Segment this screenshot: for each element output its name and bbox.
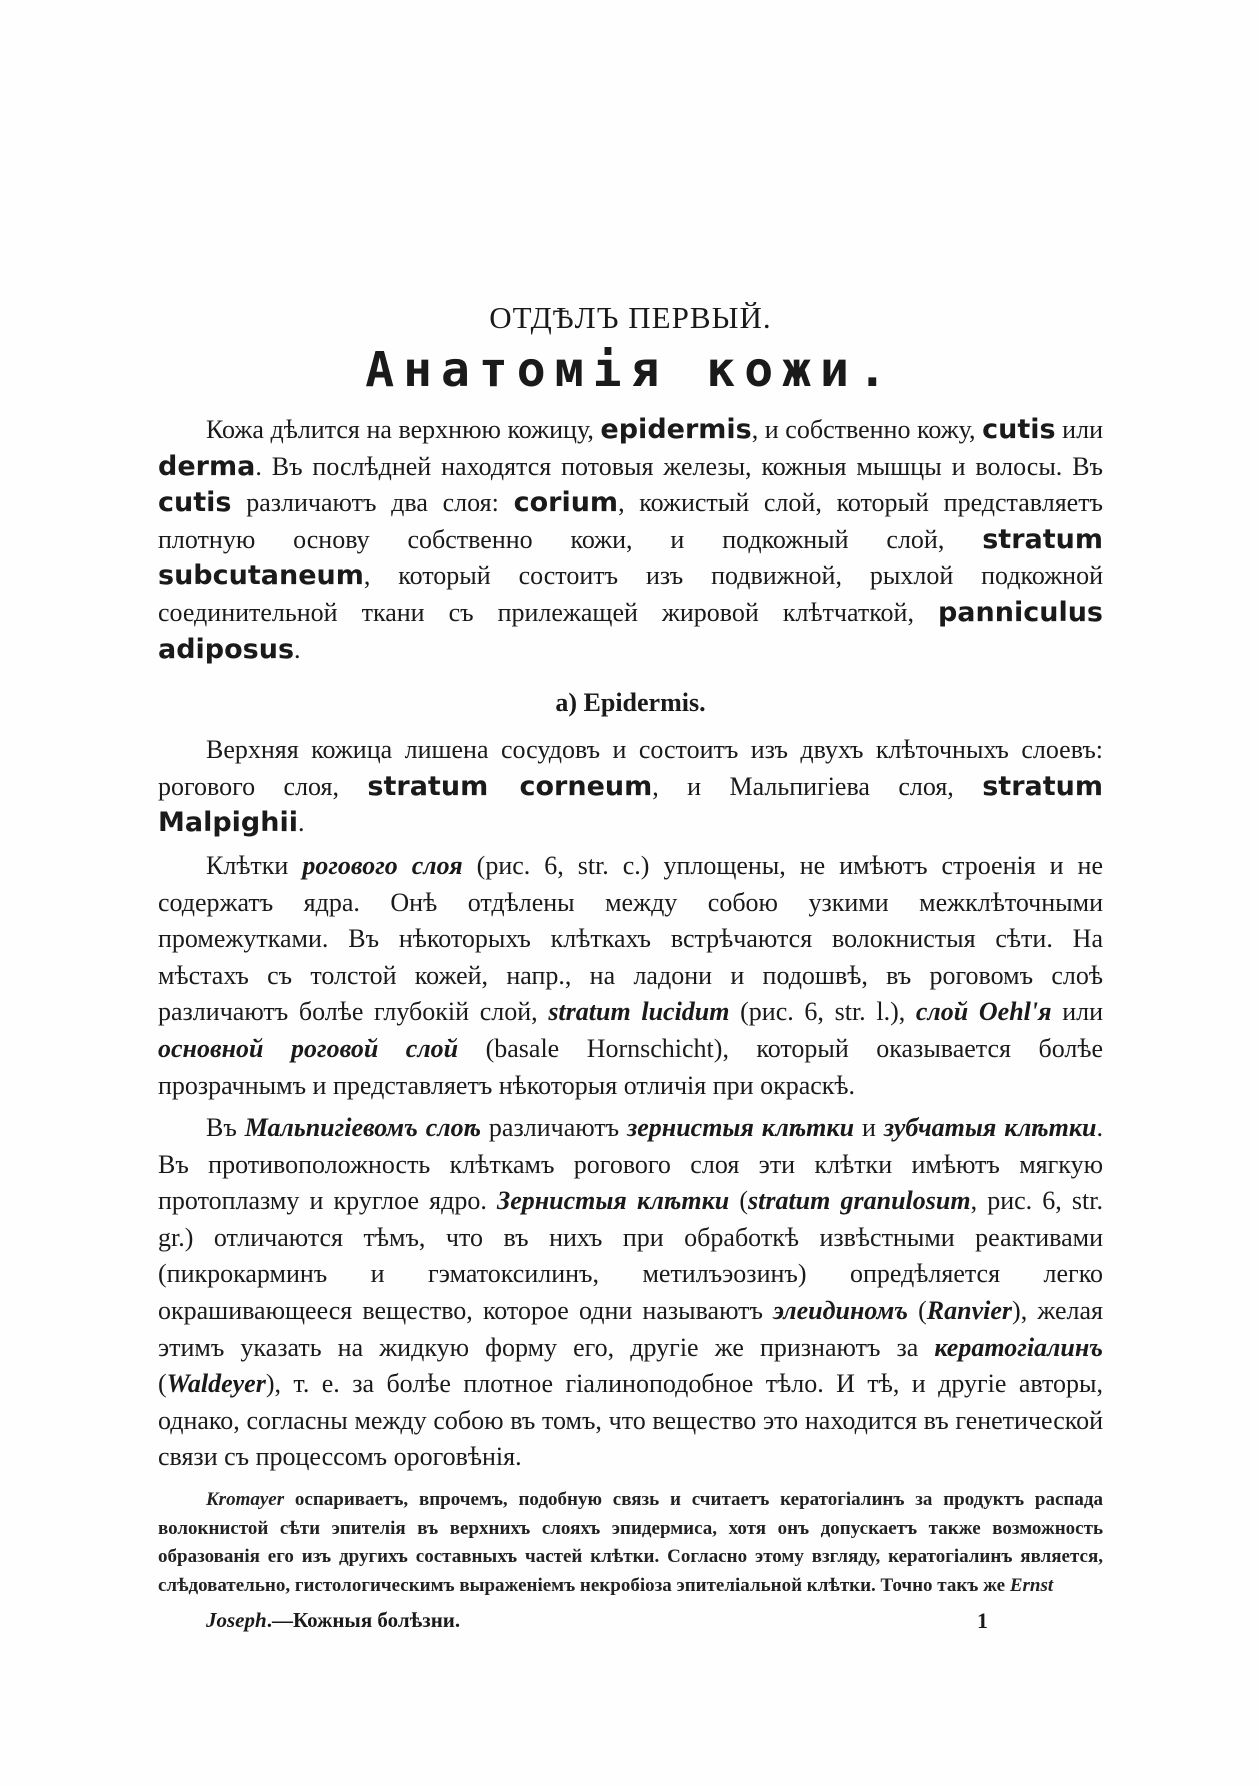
text: . Въ послѣдней находятся потовыя железы, кожныя мышцы и волосы. Въ (255, 451, 1103, 481)
italic-term: Зернистыя клѣтки (496, 1186, 730, 1216)
text: различаютъ два слоя: (231, 488, 514, 518)
text: ), желая этимъ указать на жидкую форму его, другіе же признаютъ за (158, 1296, 1103, 1362)
text: ), т. е. за болѣе плотное гіалиноподобное тѣло. И тѣ, и другіе авторы, однако, согласны между собою въ томъ, что вещество это находится въ генетической связи съ процессомъ ороговѣнія. (158, 1369, 1103, 1472)
text: или (1055, 415, 1103, 444)
text: . Въ противоположность клѣткамъ рогового слоя эти клѣтки имѣютъ мягкую протоплазму и круглое ядро. (158, 1113, 1103, 1216)
footer-title: .—Кожныя болѣзни. (266, 1608, 461, 1632)
latin-term: panniculus adiposus (158, 596, 1103, 665)
text: , и собственно кожу, (751, 415, 983, 444)
subsection-heading: a) Epidermis. (555, 688, 706, 718)
italic-term: основной роговой слой (158, 1033, 459, 1063)
italic-term: Waldeyer (166, 1369, 266, 1399)
text: . (297, 808, 305, 838)
latin-term: stratum subcutaneum (158, 523, 1103, 592)
epidermis-paragraph (158, 732, 1103, 842)
latin-term: derma (158, 450, 256, 482)
horny-layer-paragraph (158, 848, 1103, 1104)
latin-term: cutis (982, 414, 1056, 445)
latin-term: corium (513, 487, 619, 519)
text: различаютъ (480, 1113, 628, 1143)
page-footer (206, 1608, 1036, 1633)
italic-term: кератогіалинъ (934, 1332, 1103, 1362)
text: Въ (206, 1113, 245, 1143)
text: или (1051, 997, 1104, 1027)
text: , и Мальпигіева слоя, (652, 771, 983, 801)
text-column (158, 300, 1103, 1600)
text: ( (729, 1186, 748, 1216)
text: оспариваетъ, впрочемъ, подобную связь и считаетъ кератогіалинъ за продуктъ распада волокнистой сѣти эпителія въ верхнихъ слояхъ эпидермиса, хотя онъ допускаетъ также возможность образованія его изъ другихъ составныхъ частей клѣтки. Согласно этому взгляду, кератогіалинъ является, слѣдовательно, гистологическимъ выраженіемъ некробіоза эпителіальной клѣтки. Точно такъ же (158, 1489, 1103, 1596)
latin-term: stratum Malpighii (158, 770, 1103, 839)
italic-term: слой Oehl'я (915, 997, 1052, 1027)
chapter-title: Анатомія кожи. (365, 342, 896, 398)
text: , кожистый слой, который представляетъ плотную основу собственно кожи, и подкожный слой, (158, 488, 1103, 554)
italic-term: Ranvier (926, 1296, 1013, 1326)
text: ( (907, 1296, 927, 1326)
text: , рис. 6, str. gr.) отличаются тѣмъ, что въ нихъ при обработкѣ извѣстными реактивами (пикрокарминъ и гэматоксилинъ, метилъэозинъ) опредѣляется легко окрашивающееся вещество, которое одни называютъ (158, 1186, 1103, 1326)
section-heading: ОТДѢЛЪ ПЕРВЫЙ. (489, 300, 772, 335)
latin-term: epidermis (600, 414, 752, 445)
italic-term: Ernst (1009, 1574, 1054, 1596)
footer-author: Joseph (206, 1608, 267, 1632)
text: Кожа дѣлится на верхнюю кожицу, (206, 415, 601, 444)
italic-term: зубчатыя клѣтки (883, 1113, 1097, 1143)
latin-term: cutis (158, 487, 232, 519)
italic-term: рогового слоя (302, 850, 463, 880)
text: (basale Hornschicht), который оказывается болѣе прозрачнымъ и представляетъ нѣкоторыя отличія при окраскѣ. (158, 1033, 1103, 1100)
page-number: 1 (977, 1608, 988, 1633)
text: ( (158, 1369, 167, 1399)
italic-term: элеидиномъ (773, 1296, 908, 1326)
text: . (294, 634, 301, 664)
malpighian-layer-paragraph (158, 1110, 1103, 1476)
text: (рис. 6, str. l.), (729, 997, 916, 1027)
text: Верхняя кожица лишена сосудовъ и состоитъ изъ двухъ клѣточныхъ слоевъ: рогового слоя, (158, 735, 1103, 801)
text: и (854, 1113, 884, 1143)
italic-term: зернистыя клѣтки (627, 1113, 855, 1143)
text: Клѣтки (206, 850, 303, 880)
latin-term: stratum corneum (367, 770, 653, 802)
italic-term: Мальпигіевомъ слоѣ (244, 1113, 481, 1143)
italic-term: stratum lucidum (548, 997, 730, 1027)
italic-term: stratum granulosum (748, 1186, 971, 1216)
intro-paragraph (158, 412, 1103, 668)
text: (рис. 6, str. c.) уплощены, не имѣютъ строенія и не содержатъ ядра. Онѣ отдѣлены между собою узкими межклѣточными промежутками. Въ нѣкоторыхъ клѣткахъ встрѣчаются волокнистыя сѣти. На мѣстахъ съ толстой кожей, напр., на ладони и подошвѣ, въ роговомъ слоѣ различаютъ болѣе глубокій слой, (158, 850, 1104, 1027)
text: , который состоитъ изъ подвижной, рыхлой подкожной соединительной ткани съ прилежащей жировой клѣтчаткой, (158, 561, 1103, 627)
footnote-paragraph (158, 1486, 1103, 1600)
italic-term: Kromayer (206, 1489, 285, 1511)
